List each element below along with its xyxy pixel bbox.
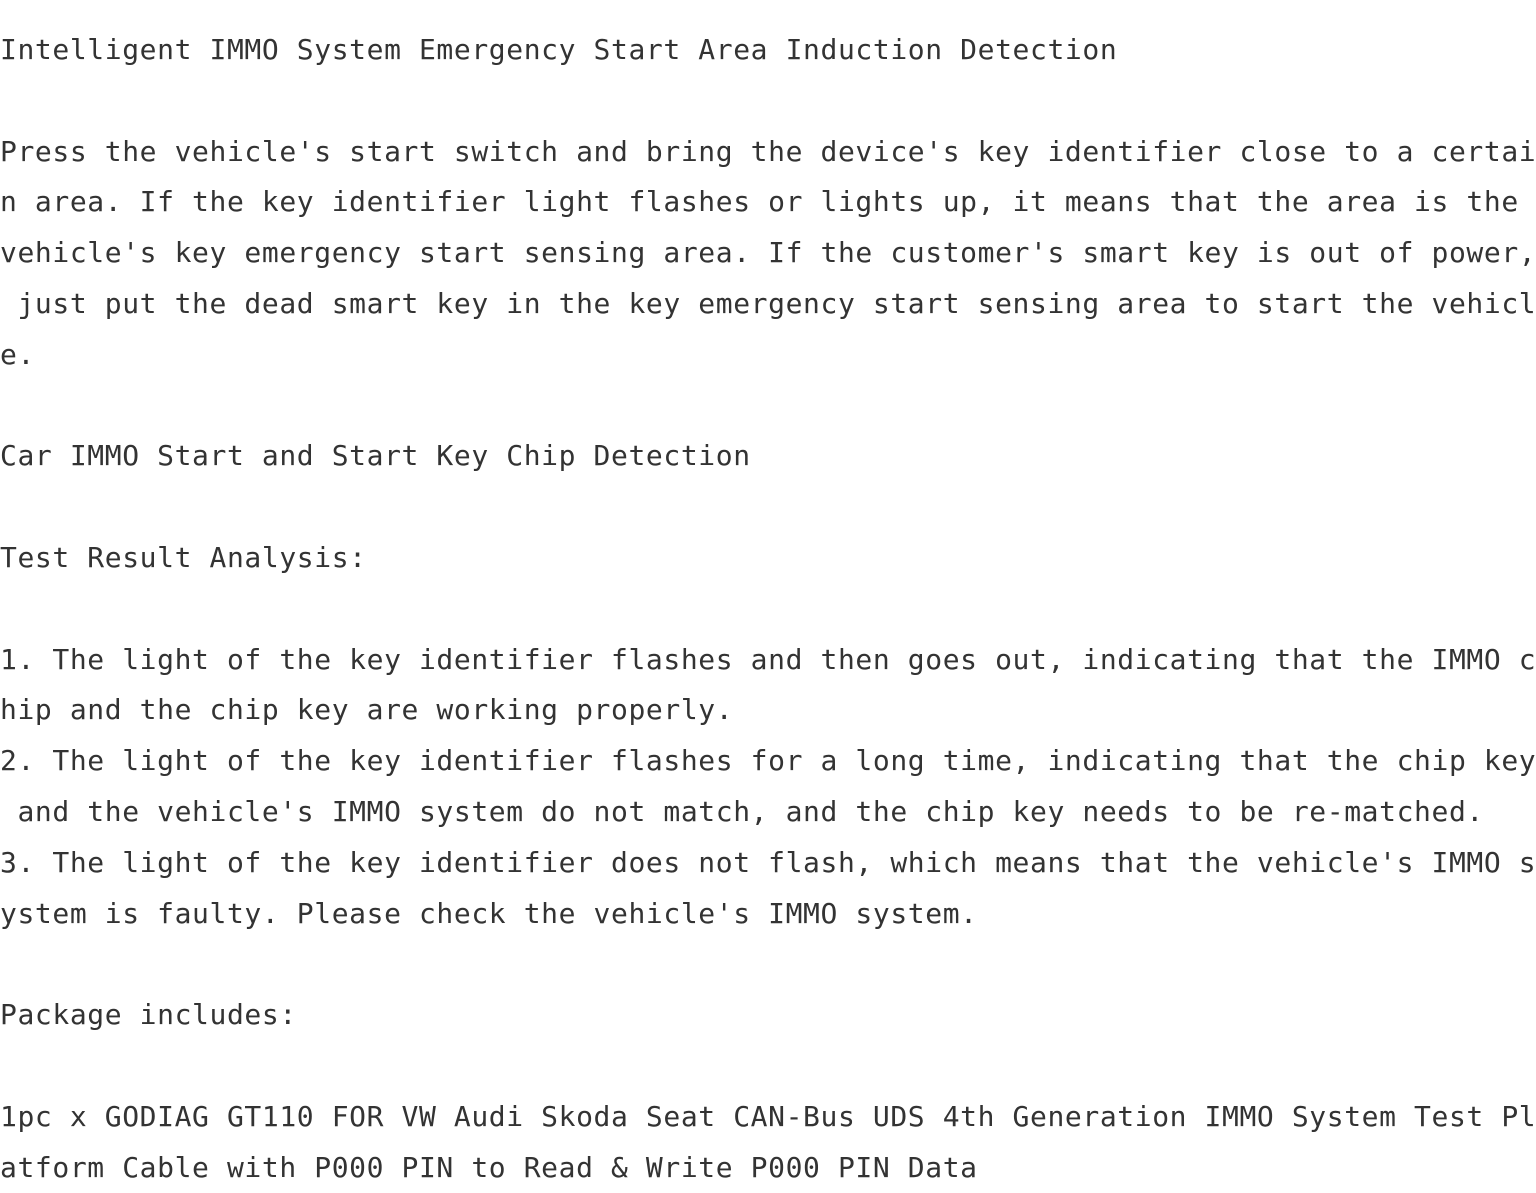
paragraph-line: vehicle's key emergency start sensing area. If the customer's smart key is out of power, <box>0 236 1536 270</box>
blank-line <box>0 939 1500 990</box>
list-item-line: 1. The light of the key identifier flashes and then goes out, indicating that the IMMO c <box>0 642 1536 676</box>
package-item-line-clipped: atform Cable with P000 PIN to Read & Write P000 PIN Data <box>0 1150 978 1184</box>
list-item <box>0 838 1536 940</box>
paragraph-line: e. <box>0 337 35 371</box>
package-item <box>0 1092 1536 1184</box>
analysis-heading: Test Result Analysis: <box>0 540 367 574</box>
section-title-emergency-start: Intelligent IMMO System Emergency Start Area Induction Detection <box>0 33 1118 66</box>
package-item-line: 1pc x GODIAG GT110 FOR VW Audi Skoda Seat CAN-Bus UDS 4th Generation IMMO System Test Pl <box>0 1099 1536 1133</box>
list-item-line: and the vehicle's IMMO system do not match, and the chip key needs to be re-matched. <box>0 794 1484 828</box>
blank-line <box>0 482 1500 533</box>
list-item-line: 2. The light of the key identifier flashes for a long time, indicating that the chip key <box>0 744 1536 778</box>
blank-line <box>0 584 1500 635</box>
list-item <box>0 635 1536 737</box>
list-item-line: 3. The light of the key identifier does not flash, which means that the vehicle's IMMO s <box>0 845 1536 879</box>
blank-line <box>0 1041 1500 1092</box>
analysis-list <box>0 635 1536 940</box>
list-item <box>0 736 1536 838</box>
emergency-start-paragraph <box>0 127 1536 381</box>
paragraph-line: n area. If the key identifier light flashes or lights up, it means that the area is the <box>0 185 1519 219</box>
section-title-chip-detection: Car IMMO Start and Start Key Chip Detection <box>0 439 751 473</box>
paragraph-line: just put the dead smart key in the key emergency start sensing area to start the vehicl <box>0 286 1536 320</box>
package-heading: Package includes: <box>0 998 297 1032</box>
document-body <box>0 25 1536 1184</box>
blank-line <box>0 381 1500 432</box>
list-item-line: hip and the chip key are working properly. <box>0 693 734 727</box>
blank-line <box>0 76 1500 127</box>
list-item-line: ystem is faulty. Please check the vehicle's IMMO system. <box>0 896 978 930</box>
paragraph-line: Press the vehicle's start switch and bring the device's key identifier close to a certai <box>0 134 1536 168</box>
